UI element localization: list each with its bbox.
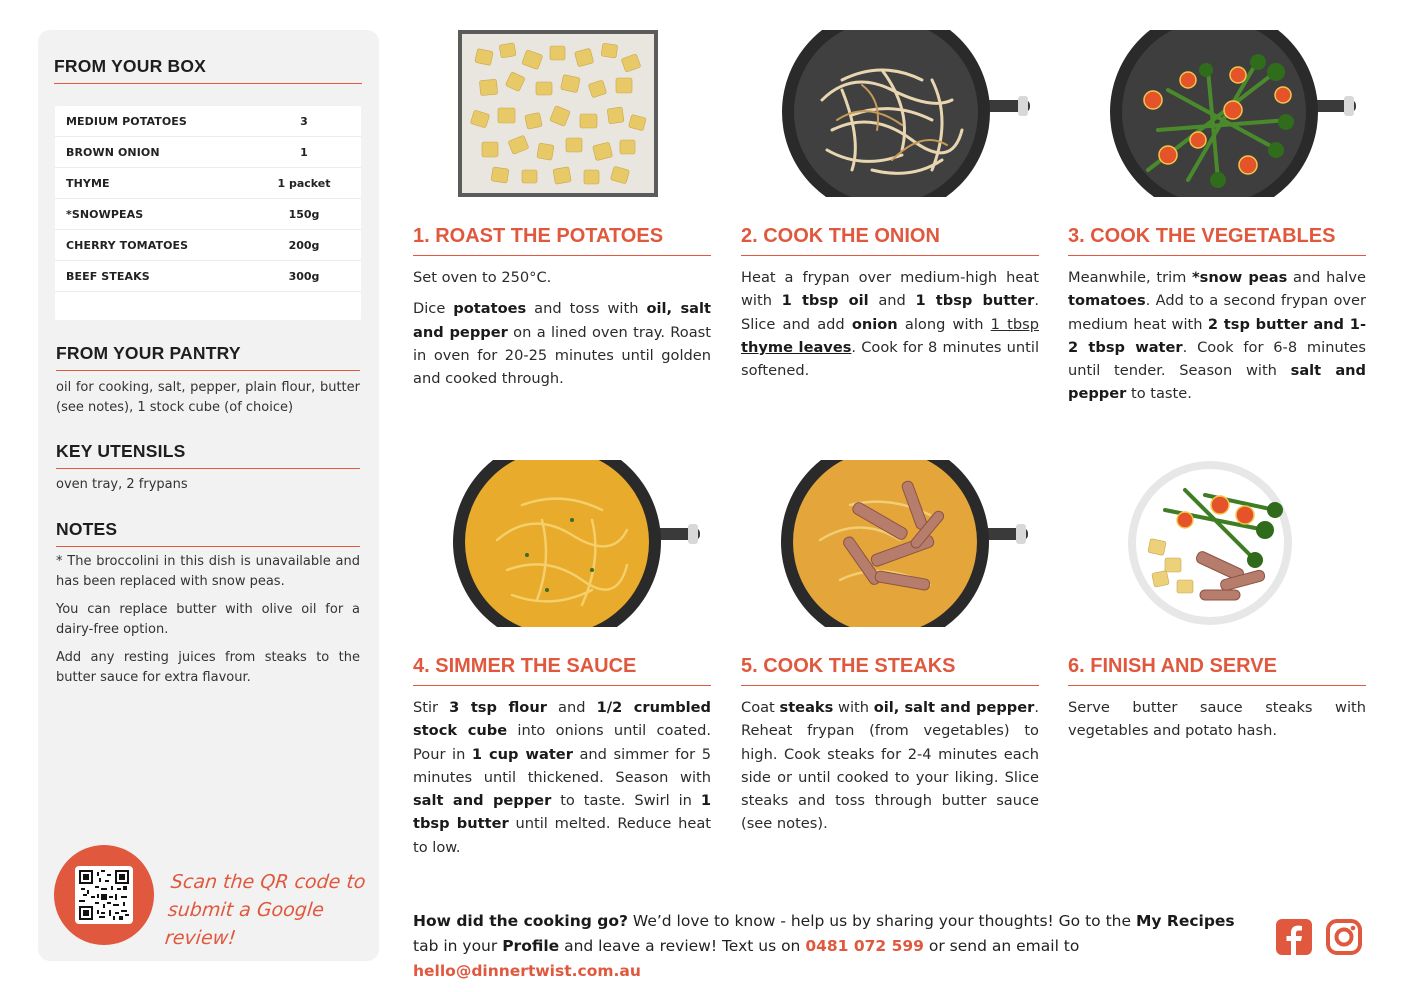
sauce-pan-image <box>452 460 702 627</box>
step-3-body <box>1068 266 1366 414</box>
qr-code-icon[interactable] <box>75 866 133 924</box>
text-segment: 2 tsp butter and 1-2 tbsp water <box>1068 315 1366 356</box>
text-segment: until melted. Reduce heat to low. <box>413 815 711 856</box>
note-item: Add any resting juices from steaks to the butter sauce for extra flavour. <box>56 650 360 685</box>
step-4-body <box>413 696 711 867</box>
ingredient-quantity: 300g <box>288 269 320 283</box>
box-ingredients-table <box>55 106 361 320</box>
text-segment: with <box>833 699 874 716</box>
note-item: * The broccolini in this dish is unavailable and has been replaced with snow peas. <box>56 554 360 589</box>
text-segment: and toss with <box>526 300 647 318</box>
ingredient-quantity: 3 <box>300 114 308 128</box>
step-3-title: 3. COOK THE VEGETABLES <box>1068 225 1366 256</box>
ingredients-sidebar <box>38 30 379 961</box>
text-segment: Meanwhile, trim <box>1068 269 1193 286</box>
ingredient-name: CHERRY TOMATOES <box>66 238 189 252</box>
note-item: You can replace butter with olive oil for a dairy-free option. <box>56 602 360 637</box>
onion-pan-image <box>782 30 1032 197</box>
text-segment: and <box>868 292 916 310</box>
pantry-text: oil for cooking, salt, pepper, plain flour, butter (see notes), 1 stock cube (of choice) <box>56 380 360 415</box>
text-segment: Coat <box>741 699 780 716</box>
step-2-title: 2. COOK THE ONION <box>741 225 1039 256</box>
text-segment: 1 tbsp oil <box>781 292 869 310</box>
step-paragraph <box>1068 696 1366 743</box>
contact-link[interactable]: hello@dinnertwist.com.au <box>413 962 641 980</box>
text-segment: . Cook for 6-8 minutes until tender. Season with <box>1068 338 1366 380</box>
box-ingredient-row <box>55 168 361 199</box>
feedback-footer <box>413 909 1263 984</box>
step-paragraph <box>1068 266 1366 406</box>
vegetables-pan-image <box>1108 30 1358 197</box>
text-segment: tomatoes <box>1068 292 1146 310</box>
text-segment: We’d love to know - help us by sharing your thoughts! Go to the <box>627 912 1136 930</box>
text-segment: along with <box>897 315 991 333</box>
box-ingredient-row <box>55 261 361 292</box>
ingredient-name: BEEF STEAKS <box>66 269 150 283</box>
text-segment: 1/2 crumbled stock cube <box>413 699 711 740</box>
roasted-potatoes-image <box>458 30 658 197</box>
box-ingredient-row <box>55 106 361 137</box>
text-segment: Stir <box>413 699 450 716</box>
text-segment: salt and pepper <box>1068 362 1366 403</box>
text-segment: oil, salt and pepper <box>413 300 711 341</box>
text-segment: 1 cup water <box>471 745 573 763</box>
contact-link[interactable]: 0481 072 599 <box>805 937 924 955</box>
ingredient-name: MEDIUM POTATOES <box>66 114 187 128</box>
text-segment: onion <box>851 315 898 333</box>
text-segment: or send an email to <box>923 937 1080 955</box>
text-segment: potatoes <box>453 300 527 318</box>
text-segment: How did the cooking go? <box>413 912 628 930</box>
text-segment: steaks <box>779 699 834 716</box>
step-paragraph <box>413 266 711 289</box>
step-paragraph <box>741 266 1039 382</box>
text-segment: and <box>546 699 597 716</box>
text-segment: 3 tsp flour <box>449 699 547 716</box>
step-1-title: 1. ROAST THE POTATOES <box>413 225 711 256</box>
utensils-text: oven tray, 2 frypans <box>56 477 188 492</box>
box-ingredient-row <box>55 230 361 261</box>
key-utensils-heading: KEY UTENSILS <box>56 441 360 469</box>
notes-heading: NOTES <box>56 519 360 547</box>
text-segment: tab in your <box>413 937 503 955</box>
step-6-body <box>1068 696 1366 751</box>
instagram-icon[interactable] <box>1325 918 1363 956</box>
qr-review-caption: Scan the QR code to submit a Google review! <box>163 871 367 949</box>
text-segment: Set oven to 250°C. <box>413 269 552 286</box>
ingredient-quantity: 150g <box>288 207 320 221</box>
ingredient-name: *SNOWPEAS <box>66 207 144 221</box>
step-6-title: 6. FINISH AND SERVE <box>1068 655 1366 686</box>
text-segment: and leave a review! Text us on <box>559 937 806 955</box>
qr-badge[interactable] <box>54 845 154 945</box>
text-segment: Heat a frypan over medium-high heat with <box>741 269 1039 310</box>
text-segment: oil, salt and pepper <box>873 699 1035 716</box>
step-paragraph <box>413 297 711 390</box>
step-4-title: 4. SIMMER THE SAUCE <box>413 655 711 686</box>
text-segment: thyme leaves <box>741 338 852 356</box>
text-segment: Dice <box>413 300 454 318</box>
text-segment: to taste. Swirl in <box>551 792 701 810</box>
text-segment: 1 tbsp butter <box>413 792 711 833</box>
from-your-pantry-heading: FROM YOUR PANTRY <box>56 343 360 371</box>
ingredient-quantity: 1 <box>300 145 308 159</box>
notes-list <box>56 552 360 696</box>
ingredient-quantity: 1 packet <box>277 176 331 190</box>
text-segment: on a lined oven tray. Roast in oven for 20-25 minutes until golden and cooked through. <box>413 323 711 388</box>
finished-dish-image <box>1125 460 1295 627</box>
step-5-body <box>741 696 1039 844</box>
step-1-body <box>413 266 711 398</box>
text-segment: . Add to a second frypan over medium heat with <box>1068 292 1366 333</box>
ingredient-name: BROWN ONION <box>66 145 160 159</box>
box-ingredient-row <box>55 137 361 168</box>
text-segment: 1 tbsp <box>990 315 1039 333</box>
ingredient-name: THYME <box>66 176 110 190</box>
text-segment: My Recipes <box>1135 912 1235 930</box>
text-segment: and halve <box>1287 269 1366 286</box>
text-segment: and simmer for 5 minutes until thickened. Season with <box>413 745 711 786</box>
ingredient-quantity: 200g <box>288 238 320 252</box>
step-paragraph <box>741 696 1039 836</box>
text-segment: . Slice and add <box>741 292 1040 333</box>
step-5-title: 5. COOK THE STEAKS <box>741 655 1039 686</box>
facebook-icon[interactable] <box>1275 918 1313 956</box>
text-segment: salt and pepper <box>413 792 552 810</box>
text-segment: . Cook for 8 minutes until softened. <box>741 338 1039 380</box>
text-segment: Profile <box>502 937 560 955</box>
step-2-body <box>741 266 1039 390</box>
box-ingredient-row <box>55 199 361 230</box>
from-your-box-heading: FROM YOUR BOX <box>54 56 362 84</box>
text-segment: *snow peas <box>1192 269 1288 286</box>
text-segment: Serve butter sauce steaks with vegetables and potato hash. <box>1068 699 1366 740</box>
step-paragraph <box>413 696 711 859</box>
text-segment: 1 tbsp butter <box>915 292 1035 310</box>
text-segment: . Reheat frypan (from vegetables) to high. Cook steaks for 2-4 minutes each side or until cooked to your liking. Slice steaks and toss through butter sauce (see notes). <box>741 699 1039 833</box>
steaks-pan-image <box>780 460 1030 627</box>
text-segment: to taste. <box>1126 385 1192 403</box>
text-segment: into onions until coated. Pour in <box>413 722 711 763</box>
